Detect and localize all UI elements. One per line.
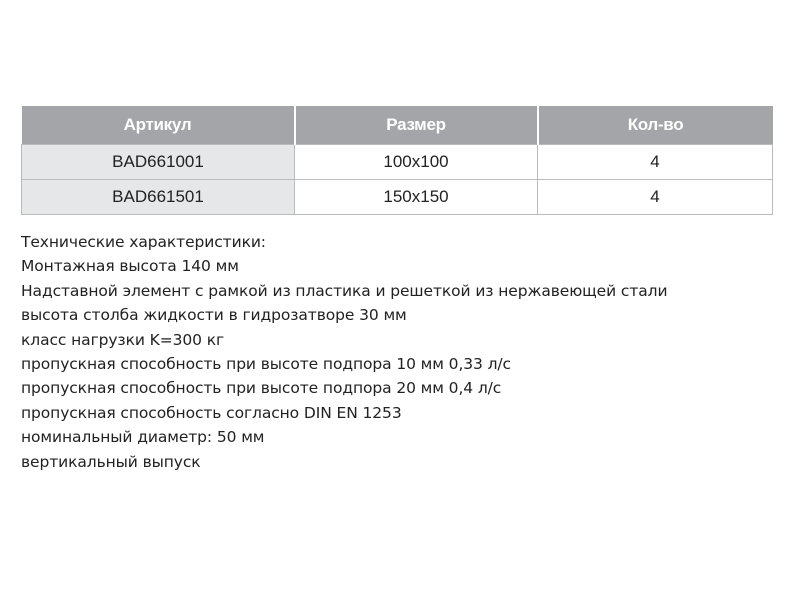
cell-size: 100x100 bbox=[295, 145, 538, 180]
header-article: Артикул bbox=[22, 106, 295, 145]
spec-line: пропускная способность согласно DIN EN 1253 bbox=[21, 403, 402, 422]
product-table bbox=[21, 106, 773, 215]
spec-heading: Технические характеристики: bbox=[21, 233, 266, 251]
spec-line: пропускная способность при высоте подпора 10 мм 0,33 л/с bbox=[21, 355, 511, 374]
spec-line: вертикальный выпуск bbox=[21, 452, 201, 471]
header-size: Размер bbox=[295, 106, 538, 145]
header-quantity: Кол-во bbox=[538, 106, 773, 145]
cell-article: BAD661001 bbox=[22, 145, 295, 180]
spec-line: Надставной элемент с рамкой из пластика и решеткой из нержавеющей стали bbox=[21, 281, 668, 300]
spec-line: Монтажная высота 140 мм bbox=[21, 257, 239, 276]
table-row bbox=[22, 145, 773, 180]
spec-line: номинальный диаметр: 50 мм bbox=[21, 428, 265, 447]
spec-line: высота столба жидкости в гидрозатворе 30 мм bbox=[21, 306, 407, 325]
table-header-row bbox=[22, 106, 773, 145]
table-row bbox=[22, 180, 773, 215]
cell-size: 150x150 bbox=[295, 180, 538, 215]
spec-line: класс нагрузки K=300 кг bbox=[21, 330, 224, 349]
cell-quantity: 4 bbox=[538, 180, 773, 215]
spec-line: пропускная способность при высоте подпора 20 мм 0,4 л/с bbox=[21, 379, 502, 398]
cell-quantity: 4 bbox=[538, 145, 773, 180]
cell-article: BAD661501 bbox=[22, 180, 295, 215]
technical-specifications bbox=[21, 230, 791, 474]
